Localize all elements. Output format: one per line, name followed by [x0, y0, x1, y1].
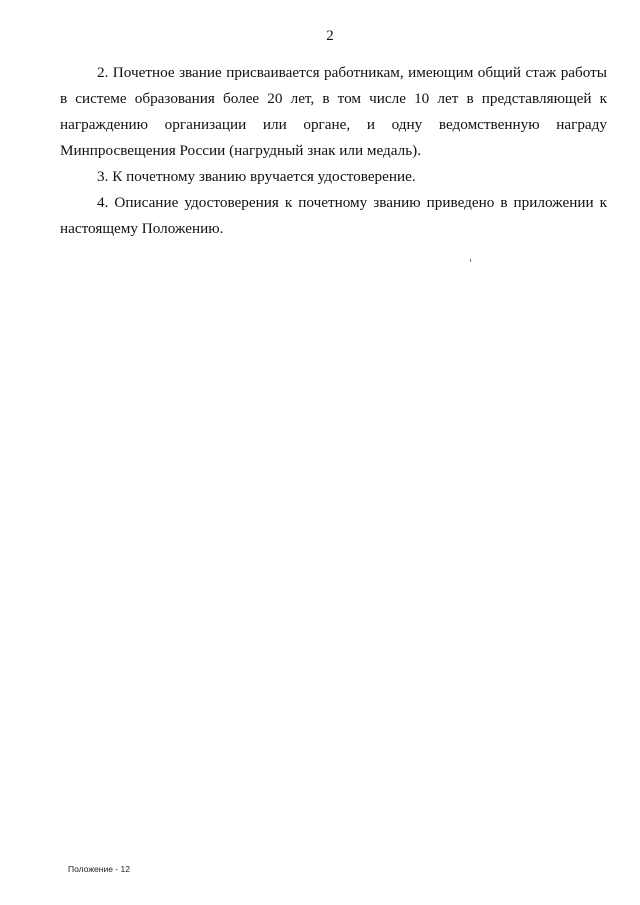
paragraph-3: 3. К почетному званию вручается удостоверение. — [97, 168, 416, 185]
footer-note: Положение - 12 — [68, 864, 130, 874]
paragraph-2: 2. Почетное звание присваивается работникам, имеющим общий стаж работы в системе образования более 20 лет, в том числе 10 лет в представляющей к награждению организации или органе, и одну ведомственную награду Минпросвещения России (нагрудный знак или медаль). — [60, 64, 607, 159]
paragraph-4: 4. Описание удостоверения к почетному званию приведено в приложении к настоящему Положению. — [60, 194, 607, 237]
document-body — [60, 60, 607, 242]
page-number: 2 — [326, 28, 334, 44]
scan-speck — [470, 259, 471, 262]
